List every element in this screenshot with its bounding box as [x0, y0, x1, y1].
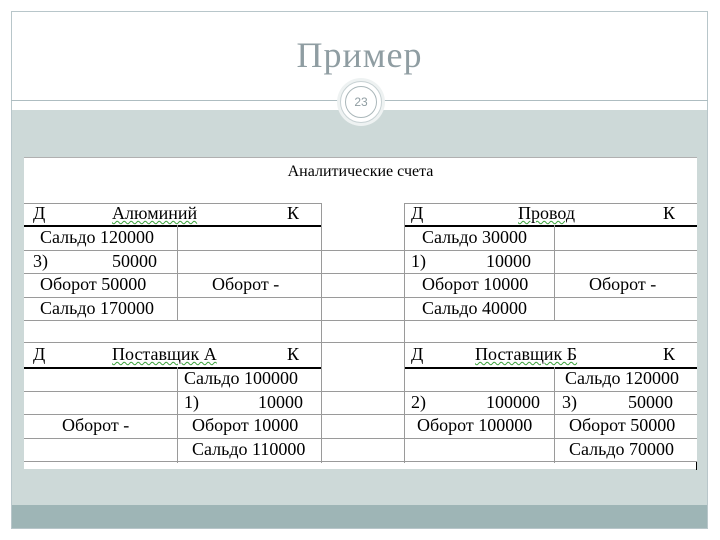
ledger-cell: Оборот - — [62, 415, 130, 435]
grid-line — [177, 225, 178, 321]
debit-label: Д — [411, 203, 424, 223]
grid-line — [24, 320, 697, 321]
ledger-cell: Сальдо 30000 — [422, 227, 528, 247]
ledger-cell: 50000 — [628, 392, 673, 412]
ledger-cell: Оборот 50000 — [40, 274, 147, 294]
ledger-cell: Оборот 10000 — [192, 415, 299, 435]
grid-line — [321, 203, 322, 463]
debit-label: Д — [33, 203, 46, 223]
ledger-cell: Сальдо 120000 — [40, 227, 155, 247]
ledger-cell: 10000 — [258, 392, 303, 412]
credit-label: К — [663, 203, 676, 223]
ledger-cell: 2) — [411, 392, 426, 412]
ledger-cell: Сальдо 100000 — [184, 368, 299, 388]
ledger-cell: Оборот 50000 — [569, 415, 676, 435]
grid-line — [24, 391, 697, 392]
credit-label: К — [287, 203, 300, 223]
ledger-cell: Сальдо 40000 — [422, 298, 528, 318]
grid-line — [554, 225, 555, 321]
slide-title: Пример — [296, 35, 423, 75]
account-name: Поставщик Б — [475, 344, 578, 364]
ledger-cell: 1) — [184, 392, 199, 412]
document-panel — [24, 157, 697, 469]
account-name: Алюминий — [112, 203, 198, 223]
document-title: Аналитические счета — [287, 163, 434, 180]
grid-line — [404, 203, 405, 463]
ledger-cell: Сальдо 70000 — [569, 439, 675, 459]
debit-label: Д — [33, 344, 46, 364]
ledger-cell: Оборот 100000 — [417, 415, 533, 435]
footer-band — [12, 505, 707, 528]
ledger-cell: Сальдо 110000 — [192, 439, 306, 459]
grid-line — [554, 367, 555, 463]
corner-mark — [696, 462, 697, 470]
ledger-cell: Сальдо 120000 — [565, 368, 680, 388]
ledger-cell: Оборот 10000 — [422, 274, 529, 294]
ledger-cell: 100000 — [486, 392, 540, 412]
ledger-cell: 1) — [411, 251, 426, 271]
ledger-cell: Оборот - — [212, 274, 280, 294]
credit-label: К — [663, 344, 676, 364]
grid-line — [177, 367, 178, 463]
credit-label: К — [287, 344, 300, 364]
ledger-cell: 3) — [562, 392, 577, 412]
grid-line — [24, 342, 697, 343]
ledger-cell: Сальдо 170000 — [40, 298, 155, 318]
ledger-cell: Оборот - — [589, 274, 657, 294]
grid-line — [24, 461, 697, 462]
account-name: Провод — [518, 203, 576, 223]
ledger-cell: 50000 — [112, 251, 157, 271]
ledger-cell: 10000 — [486, 251, 531, 271]
debit-label: Д — [411, 344, 424, 364]
account-name: Поставщик А — [112, 344, 217, 364]
slide-number: 23 — [345, 86, 377, 118]
slide-number-badge — [340, 81, 382, 123]
ledger-cell: 3) — [33, 251, 48, 271]
